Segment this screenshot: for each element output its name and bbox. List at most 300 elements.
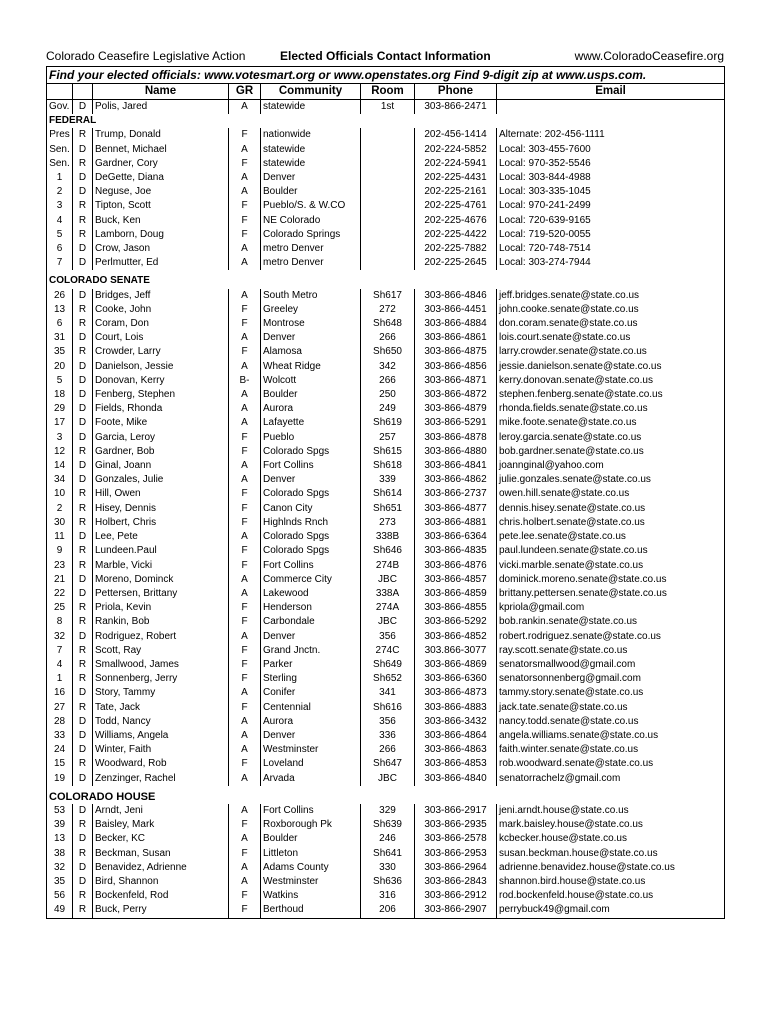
cell-community: Centennial	[261, 701, 361, 715]
cell-email[interactable]: angela.williams.senate@state.co.us	[499, 729, 659, 741]
cell-email[interactable]: paul.lundeen.senate@state.co.us	[499, 545, 648, 557]
cell-gr: A	[229, 185, 261, 199]
cell-party: D	[73, 772, 93, 786]
cell-room: JBC	[361, 615, 415, 629]
cell-email[interactable]: senatorsonnenberg@gmail.com	[499, 673, 641, 685]
cell-community: nationwide	[261, 128, 361, 142]
cell-phone[interactable]: 202-224-5941	[415, 157, 497, 171]
cell-name: Holbert, Chris	[93, 516, 229, 530]
cell-name: Benavidez, Adrienne	[93, 861, 229, 875]
cell-email[interactable]: owen.hill.senate@state.co.us	[499, 488, 630, 500]
cell-phone[interactable]: 303-866-4451	[415, 303, 497, 317]
cell-phone[interactable]: 202-224-5852	[415, 143, 497, 157]
house-row	[47, 861, 725, 875]
cell-name: Perlmutter, Ed	[93, 256, 229, 270]
cell-name: Lundeen.Paul	[93, 544, 229, 558]
cell-name: Danielson, Jessie	[93, 360, 229, 374]
cell-phone[interactable]: 202-225-2161	[415, 185, 497, 199]
cell-room: Sh618	[361, 459, 415, 473]
cell-dist: 19	[47, 772, 73, 786]
cell-dist: 56	[47, 889, 73, 903]
house-row	[47, 847, 725, 861]
cell-email[interactable]: Local: 303-335-1045	[499, 186, 591, 198]
cell-party: D	[73, 630, 93, 644]
section-senate	[47, 274, 725, 288]
cell-room: 266	[361, 331, 415, 345]
cell-gr: F	[229, 889, 261, 903]
cell-dist: 20	[47, 360, 73, 374]
cell-phone[interactable]: 202-225-4422	[415, 228, 497, 242]
cell-phone[interactable]: 303-866-2843	[415, 875, 497, 889]
cell-dist: 49	[47, 903, 73, 918]
cell-room: Sh649	[361, 658, 415, 672]
cell-party: R	[73, 847, 93, 861]
cell-email[interactable]: bob.gardner.senate@state.co.us	[499, 445, 644, 457]
cell-dist: 6	[47, 317, 73, 331]
cell-phone[interactable]: 202-225-7882	[415, 242, 497, 256]
cell-phone[interactable]: 303-866-4877	[415, 502, 497, 516]
cell-name: Neguse, Joe	[93, 185, 229, 199]
section-house	[47, 790, 725, 804]
cell-party: R	[73, 544, 93, 558]
cell-email[interactable]: kpriola@gmail.com	[499, 602, 585, 614]
cell-community: metro Denver	[261, 242, 361, 256]
cell-dist: 18	[47, 388, 73, 402]
cell-dist: 13	[47, 832, 73, 846]
cell-party: D	[73, 402, 93, 416]
cell-community: Denver	[261, 331, 361, 345]
cell-name: Arndt, Jeni	[93, 804, 229, 818]
cell-room: 341	[361, 686, 415, 700]
cell-dist: 6	[47, 242, 73, 256]
cell-email[interactable]: julie.gonzales.senate@state.co.us	[499, 474, 651, 486]
cell-email[interactable]: joannginal@yahoo.com	[499, 460, 604, 472]
cell-name: Becker, KC	[93, 832, 229, 846]
cell-community: Canon City	[261, 502, 361, 516]
cell-phone[interactable]: 303.866-3077	[415, 644, 497, 658]
cell-party: R	[73, 601, 93, 615]
cell-gr: F	[229, 701, 261, 715]
cell-phone[interactable]: 202-225-4761	[415, 199, 497, 213]
cell-room: Sh639	[361, 818, 415, 832]
cell-email[interactable]: Local: 719-520-0055	[499, 228, 591, 240]
cell-name: Story, Tammy	[93, 686, 229, 700]
cell-phone[interactable]: 202-456-1414	[415, 128, 497, 142]
cell-room: 266	[361, 743, 415, 757]
cell-party: R	[73, 516, 93, 530]
cell-phone[interactable]: 303-866-4859	[415, 587, 497, 601]
cell-email[interactable]: vicki.marble.senate@state.co.us	[499, 559, 644, 571]
cell-phone[interactable]: 303-866-2917	[415, 804, 497, 818]
cell-email[interactable]: dennis.hisey.senate@state.co.us	[499, 502, 646, 514]
cell-room	[361, 171, 415, 185]
cell-name: Cooke, John	[93, 303, 229, 317]
cell-dist: 4	[47, 214, 73, 228]
cell-name: Hisey, Dennis	[93, 502, 229, 516]
house-row	[47, 818, 725, 832]
cell-gr: F	[229, 559, 261, 573]
cell-dist: 7	[47, 256, 73, 270]
cell-party: D	[73, 573, 93, 587]
cell-party: D	[73, 715, 93, 729]
cell-email[interactable]: faith.winter.senate@state.co.us	[499, 744, 639, 756]
cell-gr: A	[229, 729, 261, 743]
cell-party: R	[73, 157, 93, 171]
cell-room: Sh647	[361, 757, 415, 771]
cell-community: Pueblo	[261, 431, 361, 445]
cell-email[interactable]: kcbecker.house@state.co.us	[499, 833, 627, 845]
cell-phone[interactable]: 202-225-2645	[415, 256, 497, 270]
cell-room	[361, 143, 415, 157]
cell-phone[interactable]: 303-866-4853	[415, 757, 497, 771]
cell-gr: A	[229, 573, 261, 587]
cell-email[interactable]: Local: 303-844-4988	[499, 172, 591, 184]
cell-room: Sh646	[361, 544, 415, 558]
cell-gr: A	[229, 289, 261, 303]
cell-phone[interactable]: 303-866-4880	[415, 445, 497, 459]
cell-email[interactable]: ray.scott.senate@state.co.us	[499, 644, 628, 656]
cell-gr: F	[229, 544, 261, 558]
cell-gr: A	[229, 832, 261, 846]
cell-email[interactable]: bob.rankin.senate@state.co.us	[499, 616, 638, 628]
cell-gr: F	[229, 601, 261, 615]
cell-gr: A	[229, 331, 261, 345]
cell-email[interactable]: brittany.pettersen.senate@state.co.us	[499, 587, 667, 599]
cell-phone[interactable]: 303-866-2912	[415, 889, 497, 903]
cell-community: Sterling	[261, 672, 361, 686]
cell-gr: A	[229, 630, 261, 644]
cell-phone[interactable]: 303-866-4875	[415, 345, 497, 359]
cell-email[interactable]: adrienne.benavidez.house@state.co.us	[499, 861, 675, 873]
cell-phone[interactable]: 303-866-4869	[415, 658, 497, 672]
senate-row	[47, 360, 725, 374]
cell-party: D	[73, 686, 93, 700]
section-federal-label: FEDERAL	[49, 115, 97, 127]
organization-name: Colorado Ceasefire Legislative Action	[46, 49, 246, 63]
cell-email[interactable]: lois.court.senate@state.co.us	[499, 332, 631, 344]
cell-party: R	[73, 228, 93, 242]
cell-gr: A	[229, 473, 261, 487]
column-header-email: Email	[497, 84, 725, 100]
cell-gr: A	[229, 861, 261, 875]
cell-name: DeGette, Diana	[93, 171, 229, 185]
cell-phone[interactable]: 303-866-2578	[415, 832, 497, 846]
cell-phone[interactable]: 303-866-4864	[415, 729, 497, 743]
cell-phone[interactable]: 303-866-4846	[415, 289, 497, 303]
cell-gr: A	[229, 875, 261, 889]
cell-room: 274A	[361, 601, 415, 615]
cell-dist: Sen.	[47, 157, 73, 171]
cell-community: Colorado Springs	[261, 228, 361, 242]
cell-party: R	[73, 615, 93, 629]
cell-community: Colorado Spgs	[261, 487, 361, 501]
cell-name: Donovan, Kerry	[93, 374, 229, 388]
cell-party: R	[73, 672, 93, 686]
cell-email[interactable]: nancy.todd.senate@state.co.us	[499, 715, 639, 727]
cell-name: Hill, Owen	[93, 487, 229, 501]
cell-email[interactable]: susan.beckman.house@state.co.us	[499, 847, 658, 859]
cell-party: D	[73, 729, 93, 743]
cell-email[interactable]: perrybuck49@gmail.com	[499, 904, 610, 916]
column-header-row	[47, 84, 725, 100]
cell-gr: F	[229, 228, 261, 242]
cell-gr: A	[229, 804, 261, 818]
cell-party: R	[73, 559, 93, 573]
cell-name: Trump, Donald	[93, 128, 229, 142]
cell-dist: 2	[47, 502, 73, 516]
cell-party: D	[73, 530, 93, 544]
cell-gr: F	[229, 658, 261, 672]
cell-email[interactable]: dominick.moreno.senate@state.co.us	[499, 573, 667, 585]
federal-row	[47, 128, 725, 142]
cell-community: Wolcott	[261, 374, 361, 388]
cell-phone[interactable]: 303-866-2964	[415, 861, 497, 875]
house-row	[47, 903, 725, 918]
cell-phone[interactable]: 303-866-4852	[415, 630, 497, 644]
cell-room: 342	[361, 360, 415, 374]
cell-email[interactable]: Local: 303-274-7944	[499, 257, 591, 269]
cell-phone[interactable]: 303-866-4857	[415, 573, 497, 587]
cell-room: 338A	[361, 587, 415, 601]
cell-email[interactable]: senatorsmallwood@gmail.com	[499, 658, 636, 670]
senate-row	[47, 672, 725, 686]
find-officials-row	[47, 67, 725, 84]
cell-community: Aurora	[261, 715, 361, 729]
cell-room: 338B	[361, 530, 415, 544]
cell-dist: Pres	[47, 128, 73, 142]
cell-phone[interactable]: 303-866-4876	[415, 559, 497, 573]
cell-phone[interactable]: 303-866-4841	[415, 459, 497, 473]
cell-email[interactable]: mike.foote.senate@state.co.us	[499, 417, 637, 429]
cell-dist: 23	[47, 559, 73, 573]
federal-row	[47, 214, 725, 228]
cell-room: 249	[361, 402, 415, 416]
cell-party: D	[73, 171, 93, 185]
cell-email[interactable]: pete.lee.senate@state.co.us	[499, 531, 626, 543]
cell-email[interactable]: robert.rodriguez.senate@state.co.us	[499, 630, 661, 642]
cell-community: statewide	[261, 143, 361, 157]
cell-room: 339	[361, 473, 415, 487]
column-header-gr: GR	[229, 84, 261, 100]
cell-name: Fields, Rhonda	[93, 402, 229, 416]
cell-community: Watkins	[261, 889, 361, 903]
senate-row	[47, 630, 725, 644]
cell-community: Boulder	[261, 388, 361, 402]
cell-party: D	[73, 832, 93, 846]
cell-name: Rankin, Bob	[93, 615, 229, 629]
cell-room: JBC	[361, 573, 415, 587]
cell-dist: 31	[47, 331, 73, 345]
cell-email[interactable]: jack.tate.senate@state.co.us	[499, 701, 628, 713]
cell-dist: 21	[47, 573, 73, 587]
cell-gr: F	[229, 672, 261, 686]
cell-email[interactable]: chris.holbert.senate@state.co.us	[499, 516, 645, 528]
cell-name: Smallwood, James	[93, 658, 229, 672]
cell-community: Alamosa	[261, 345, 361, 359]
cell-email[interactable]: Alternate: 202-456-1111	[499, 129, 605, 141]
column-header-room: Room	[361, 84, 415, 100]
cell-email[interactable]: tammy.story.senate@state.co.us	[499, 687, 644, 699]
cell-name: Priola, Kevin	[93, 601, 229, 615]
cell-email[interactable]	[497, 100, 725, 115]
cell-email[interactable]: don.coram.senate@state.co.us	[499, 318, 638, 330]
cell-email[interactable]: john.cooke.senate@state.co.us	[499, 303, 639, 315]
cell-phone[interactable]: 303-866-4884	[415, 317, 497, 331]
cell-email[interactable]: rod.bockenfeld.house@state.co.us	[499, 890, 654, 902]
cell-name: Sonnenberg, Jerry	[93, 672, 229, 686]
cell-dist: 15	[47, 757, 73, 771]
senate-row	[47, 757, 725, 771]
cell-party: R	[73, 644, 93, 658]
cell-phone[interactable]: 202-225-4431	[415, 171, 497, 185]
cell-name: Pettersen, Brittany	[93, 587, 229, 601]
cell-gr: A	[229, 100, 261, 115]
cell-email[interactable]: Local: 303-455-7600	[499, 143, 591, 155]
cell-phone[interactable]: 303-866-4835	[415, 544, 497, 558]
cell-email[interactable]: Local: 720-748-7514	[499, 243, 591, 255]
cell-gr: F	[229, 303, 261, 317]
cell-email[interactable]: Local: 970-241-2499	[499, 200, 591, 212]
cell-gr: A	[229, 402, 261, 416]
cell-room: 1st	[361, 100, 415, 115]
cell-party: D	[73, 289, 93, 303]
cell-party: D	[73, 143, 93, 157]
cell-room	[361, 199, 415, 213]
senate-row	[47, 459, 725, 473]
cell-community: Berthoud	[261, 903, 361, 918]
cell-party: D	[73, 256, 93, 270]
cell-gr: A	[229, 772, 261, 786]
cell-email[interactable]: larry.crowder.senate@state.co.us	[499, 346, 647, 358]
federal-row	[47, 185, 725, 199]
cell-phone[interactable]: 303-866-6360	[415, 672, 497, 686]
cell-phone[interactable]: 303-866-4861	[415, 331, 497, 345]
cell-gr: A	[229, 416, 261, 430]
section-senate-label: COLORADO SENATE	[49, 275, 150, 287]
cell-name: Buck, Perry	[93, 903, 229, 918]
cell-phone[interactable]: 202-225-4676	[415, 214, 497, 228]
cell-email[interactable]: stephen.fenberg.senate@state.co.us	[499, 389, 663, 401]
cell-room: 246	[361, 832, 415, 846]
cell-room	[361, 185, 415, 199]
cell-phone[interactable]: 303-866-4863	[415, 743, 497, 757]
cell-email[interactable]: senatorrachelz@gmail.com	[499, 772, 621, 784]
cell-email[interactable]: Local: 970-352-5546	[499, 157, 591, 169]
cell-phone[interactable]: 303-866-2471	[415, 100, 497, 115]
cell-room: 274B	[361, 559, 415, 573]
cell-party: D	[73, 743, 93, 757]
cell-phone[interactable]: 303-866-4878	[415, 431, 497, 445]
cell-phone[interactable]: 303-866-6364	[415, 530, 497, 544]
cell-community: Colorado Spgs	[261, 544, 361, 558]
cell-email[interactable]: shannon.bird.house@state.co.us	[499, 875, 646, 887]
cell-phone[interactable]: 303-866-5292	[415, 615, 497, 629]
cell-dist: 5	[47, 228, 73, 242]
cell-name: Crow, Jason	[93, 242, 229, 256]
cell-name: Buck, Ken	[93, 214, 229, 228]
cell-gr: F	[229, 128, 261, 142]
cell-name: Lee, Pete	[93, 530, 229, 544]
cell-email[interactable]: leroy.garcia.senate@state.co.us	[499, 431, 642, 443]
cell-phone[interactable]: 303-866-5291	[415, 416, 497, 430]
cell-community: Littleton	[261, 847, 361, 861]
cell-phone[interactable]: 303-866-4872	[415, 388, 497, 402]
cell-phone[interactable]: 303-866-4873	[415, 686, 497, 700]
cell-phone[interactable]: 303-866-4856	[415, 360, 497, 374]
cell-email[interactable]: rhonda.fields.senate@state.co.us	[499, 403, 648, 415]
cell-email[interactable]: mark.baisley.house@state.co.us	[499, 819, 643, 831]
cell-room: 273	[361, 516, 415, 530]
cell-phone[interactable]: 303-866-4840	[415, 772, 497, 786]
cell-phone[interactable]: 303-866-2907	[415, 903, 497, 918]
cell-name: Gardner, Bob	[93, 445, 229, 459]
cell-room: 272	[361, 303, 415, 317]
cell-phone[interactable]: 303-866-4879	[415, 402, 497, 416]
cell-phone[interactable]: 303-866-4881	[415, 516, 497, 530]
cell-community: Commerce City	[261, 573, 361, 587]
cell-community: Boulder	[261, 832, 361, 846]
cell-name: Fenberg, Stephen	[93, 388, 229, 402]
cell-email[interactable]: kerry.donovan.senate@state.co.us	[499, 374, 653, 386]
cell-email[interactable]: jeff.bridges.senate@state.co.us	[499, 289, 640, 301]
cell-dist: 8	[47, 615, 73, 629]
cell-party: D	[73, 861, 93, 875]
cell-dist: 9	[47, 544, 73, 558]
federal-row	[47, 228, 725, 242]
cell-dist: 11	[47, 530, 73, 544]
cell-name: Winter, Faith	[93, 743, 229, 757]
cell-email[interactable]: jeni.arndt.house@state.co.us	[499, 804, 629, 816]
cell-room: Sh619	[361, 416, 415, 430]
cell-community: Roxborough Pk	[261, 818, 361, 832]
cell-dist: 30	[47, 516, 73, 530]
cell-email[interactable]: jessie.danielson.senate@state.co.us	[499, 360, 662, 372]
cell-room: Sh614	[361, 487, 415, 501]
cell-email[interactable]: Local: 720-639-9165	[499, 214, 591, 226]
senate-row	[47, 686, 725, 700]
cell-gr: A	[229, 143, 261, 157]
cell-party: R	[73, 445, 93, 459]
cell-party: D	[73, 374, 93, 388]
cell-dist: Sen.	[47, 143, 73, 157]
cell-phone[interactable]: 303-866-2953	[415, 847, 497, 861]
cell-name: Tipton, Scott	[93, 199, 229, 213]
website-link[interactable]: www.ColoradoCeasefire.org	[574, 49, 724, 63]
federal-row	[47, 157, 725, 171]
cell-phone[interactable]: 303-866-4855	[415, 601, 497, 615]
cell-phone[interactable]: 303-866-4862	[415, 473, 497, 487]
cell-community: Highlnds Rnch	[261, 516, 361, 530]
senate-row	[47, 615, 725, 629]
cell-name: Marble, Vicki	[93, 559, 229, 573]
cell-room: Sh636	[361, 875, 415, 889]
cell-phone[interactable]: 303-866-2935	[415, 818, 497, 832]
cell-community: Aurora	[261, 402, 361, 416]
cell-dist: 13	[47, 303, 73, 317]
cell-name: Bridges, Jeff	[93, 289, 229, 303]
cell-room: Sh641	[361, 847, 415, 861]
cell-phone[interactable]: 303-866-4883	[415, 701, 497, 715]
cell-name: Ginal, Joann	[93, 459, 229, 473]
federal-row	[47, 242, 725, 256]
cell-phone[interactable]: 303-866-4871	[415, 374, 497, 388]
cell-phone[interactable]: 303-866-3432	[415, 715, 497, 729]
cell-phone[interactable]: 303-866-2737	[415, 487, 497, 501]
cell-party: R	[73, 658, 93, 672]
cell-dist: 32	[47, 630, 73, 644]
cell-email[interactable]: rob.woodward.senate@state.co.us	[499, 758, 654, 770]
senate-row	[47, 530, 725, 544]
